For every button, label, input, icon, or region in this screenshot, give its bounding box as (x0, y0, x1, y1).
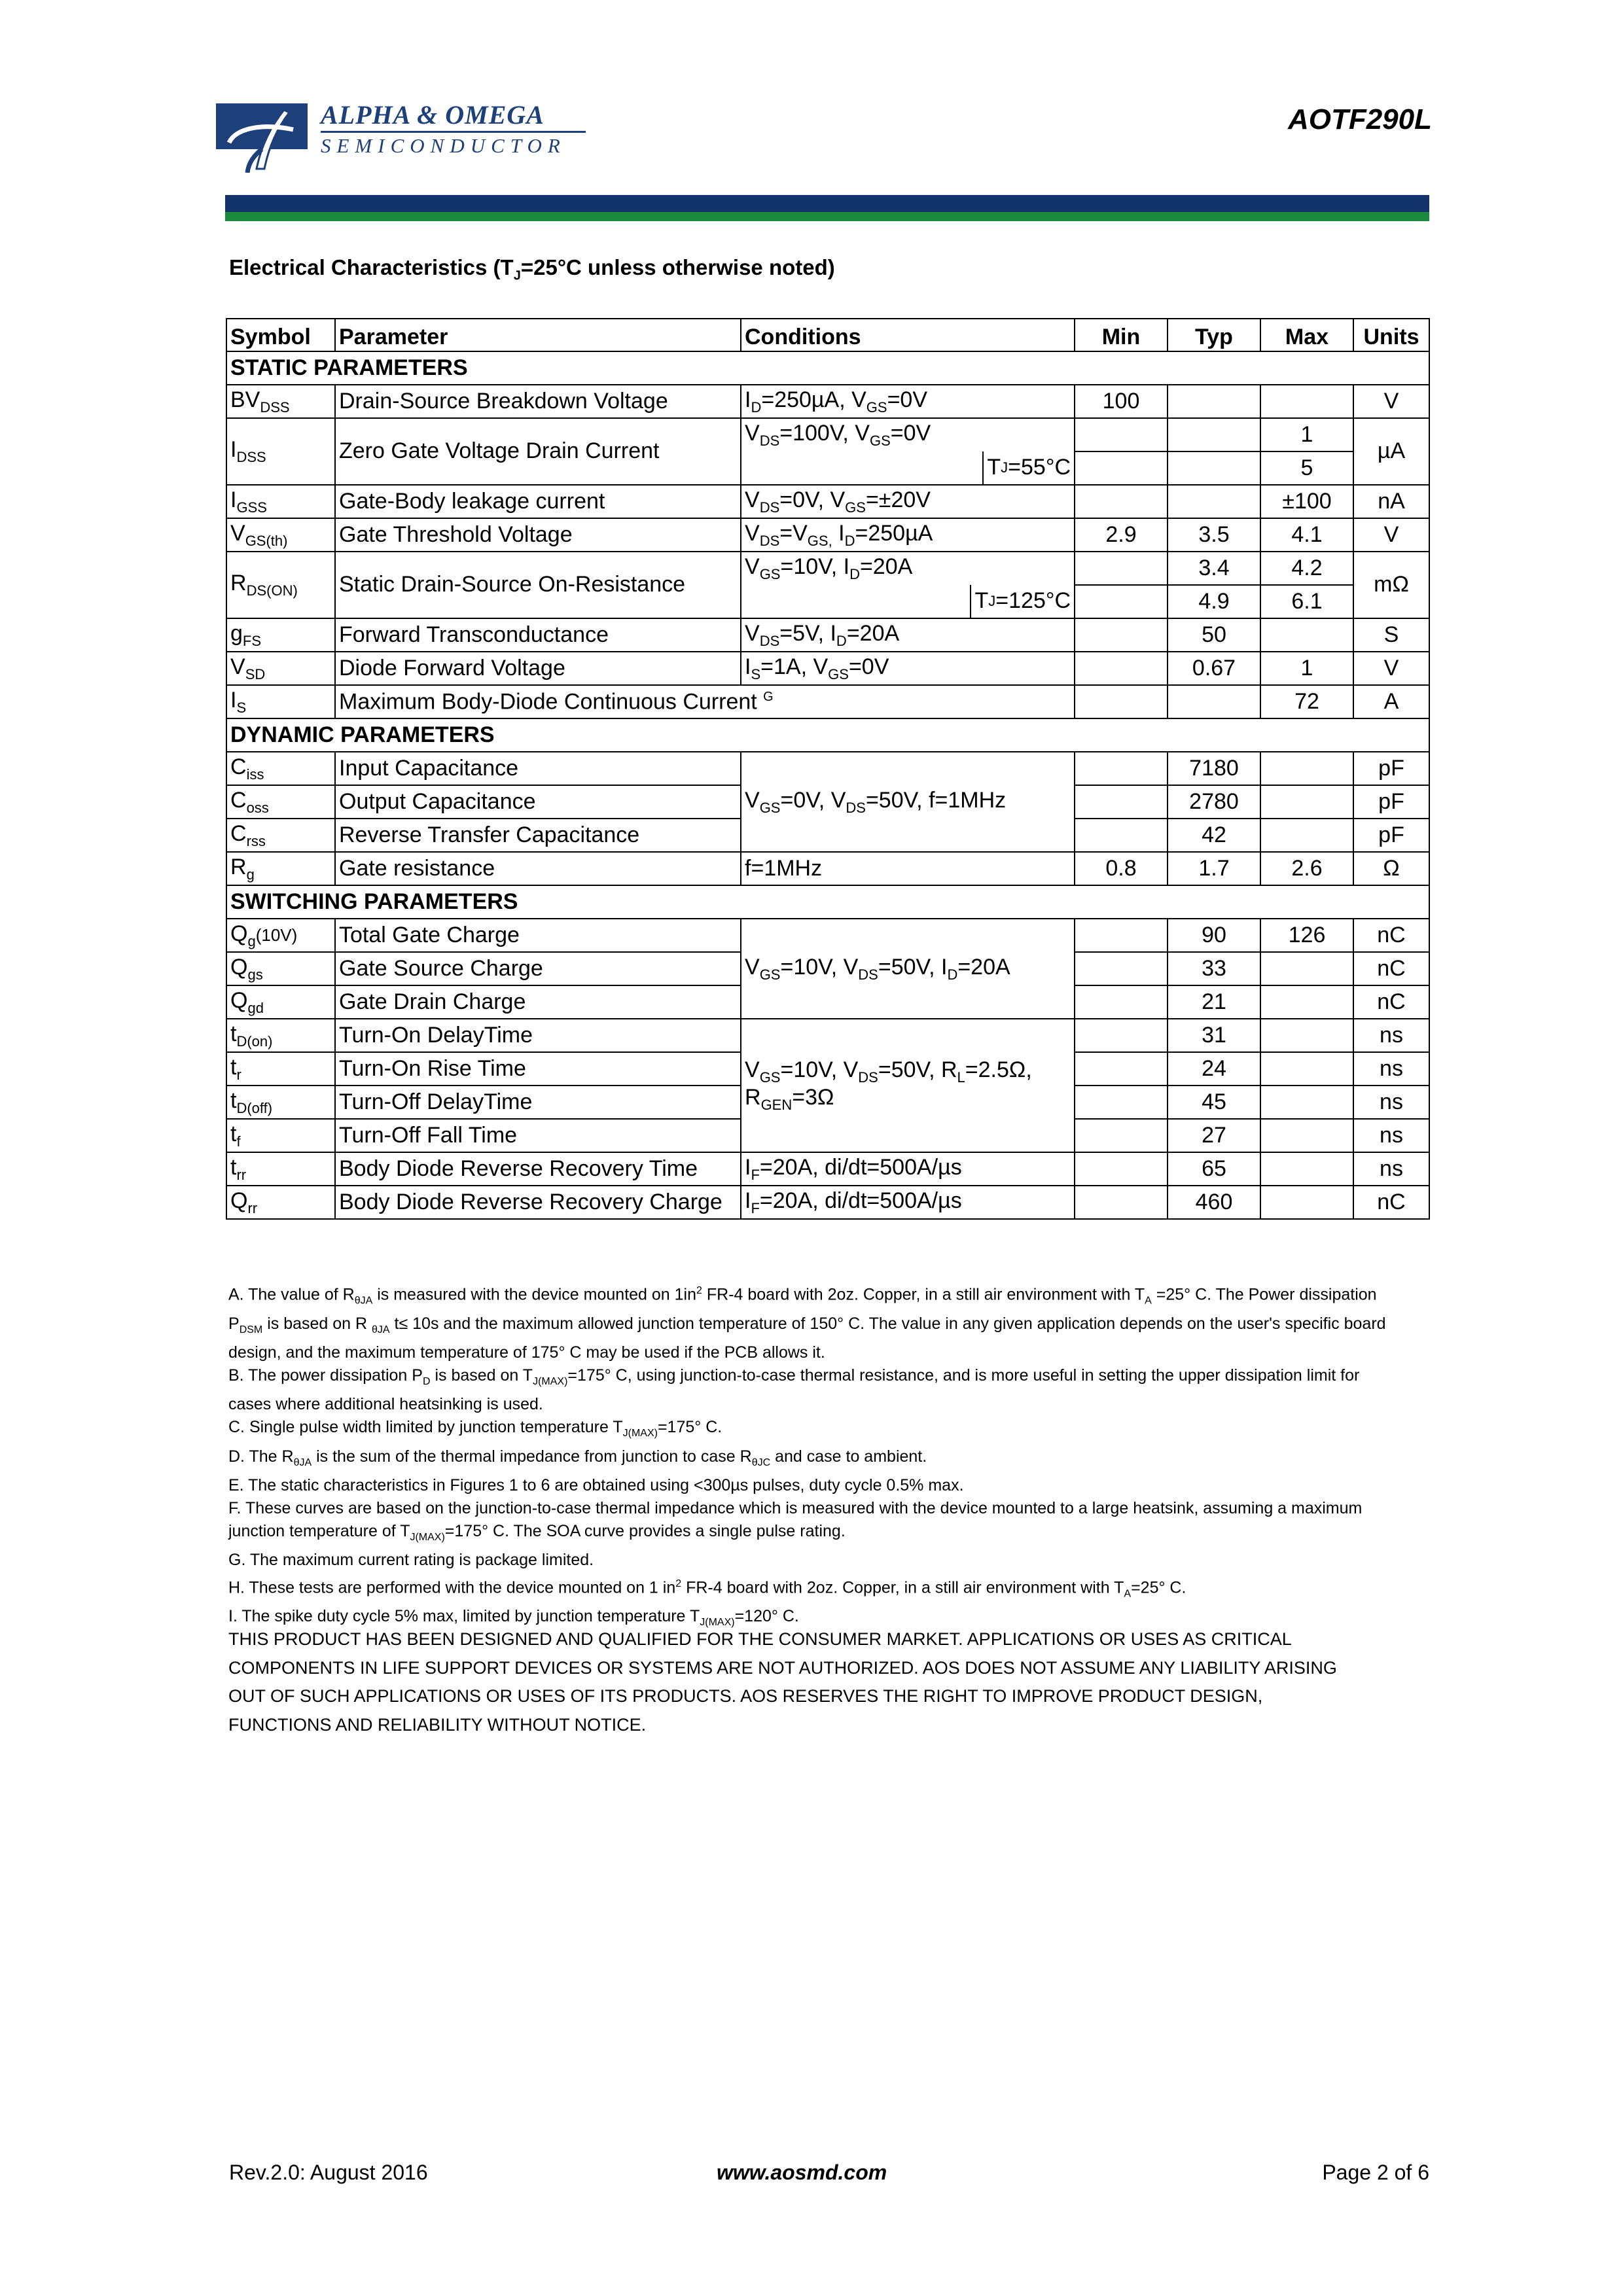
typ-cell (1168, 451, 1260, 485)
parameter-cell: Turn-Off Fall Time (335, 1119, 741, 1152)
max-cell (1260, 752, 1353, 785)
units-cell: µA (1353, 418, 1429, 485)
min-cell (1075, 1119, 1168, 1152)
symbol-cell: $Q_{rr}$ (226, 1186, 335, 1219)
typ-cell: 460 (1168, 1186, 1260, 1219)
logo-rule (321, 131, 586, 133)
footnote: B. The power dissipation $P_D$ is based on $T_{J(MAX)}=175^\circ$ C, using junction-to-case thermal resistance, and is more useful in setting the upper dissipation limit for cases where additional heatsinking is used. (228, 1366, 1360, 1414)
typ-cell: 42 (1168, 819, 1260, 852)
units-cell: nC (1353, 985, 1429, 1019)
conditions-cell: $V_{GS}=10V$, $V_{DS}=50V$, $I_D=20A$ (741, 919, 1075, 1019)
symbol-cell: $V_{GS(th)}$ (226, 518, 335, 552)
max-cell (1260, 985, 1353, 1019)
max-cell (1260, 952, 1353, 985)
footnotes (228, 1279, 1406, 1634)
symbol-cell: $I_{GSS}$ (226, 485, 335, 518)
header-symbol: Symbol (226, 319, 335, 351)
table-row (226, 518, 1429, 552)
units-cell: nA (1353, 485, 1429, 518)
units-cell: Ω (1353, 852, 1429, 885)
units-cell: pF (1353, 785, 1429, 819)
symbol-cell: $I_S$ (226, 685, 335, 718)
typ-cell: 31 (1168, 1019, 1260, 1052)
symbol-cell: $I_{DSS}$ (226, 418, 335, 485)
table-row (226, 1152, 1429, 1186)
parameter-cell: Input Capacitance (335, 752, 741, 785)
alpha-omega-logo-icon (216, 103, 308, 173)
min-cell: 2.9 (1075, 518, 1168, 552)
header-band-blue (225, 195, 1429, 212)
electrical-characteristics-table (226, 318, 1430, 1220)
company-logo (216, 98, 589, 177)
footnote: C. Single pulse width limited by junction temperature $T_{J(MAX)}=175^\circ$ C. (228, 1418, 722, 1439)
symbol-cell: $t_{D(on)}$ (226, 1019, 335, 1052)
footer-revision: Rev.2.0: August 2016 (229, 2161, 428, 2184)
min-cell (1075, 1019, 1168, 1052)
max-cell: 2.6 (1260, 852, 1353, 885)
part-number: AOTF290L (1287, 103, 1432, 135)
typ-cell: 50 (1168, 618, 1260, 652)
conditions-cell: $I_S=1A$, $V_{GS}=0V$ (741, 652, 1075, 685)
min-cell (1075, 952, 1168, 985)
max-cell (1260, 618, 1353, 652)
units-cell: mΩ (1353, 552, 1429, 618)
table-row (226, 1019, 1429, 1052)
symbol-cell: $g_{FS}$ (226, 618, 335, 652)
conditions-cell: $I_F=20A$, di/dt=500A/µs (741, 1152, 1075, 1186)
min-cell (1075, 919, 1168, 952)
min-cell (1075, 552, 1168, 585)
footnote: F. These curves are based on the junction-to-case thermal impedance which is measured with the device mounted to a large heatsink, assuming a maximum junction temperature of $T_{J(MAX)}=175^\circ$ C. The SOA curve provides a single pulse rating. (228, 1498, 1363, 1544)
min-cell (1075, 418, 1168, 451)
conditions-cell: $V_{GS}=10V$, $I_D=20A$ (741, 552, 1075, 585)
tj-condition: T J =55°C (982, 451, 1074, 484)
units-cell: pF (1353, 752, 1429, 785)
conditions-cell: $V_{DS}=5V$, $I_D=20A$ (741, 618, 1075, 652)
min-cell: 0.8 (1075, 852, 1168, 885)
typ-cell: 2780 (1168, 785, 1260, 819)
conditions-cell: $V_{DS}=0V$, $V_{GS}=\pm 20V$ (741, 485, 1075, 518)
parameter-cell: Drain-Source Breakdown Voltage (335, 385, 741, 418)
footer-website-link[interactable]: www.aosmd.com (717, 2161, 887, 2184)
parameter-cell: Gate-Body leakage current (335, 485, 741, 518)
section-row (226, 718, 1429, 752)
max-cell: 126 (1260, 919, 1353, 952)
symbol-cell: $t_f$ (226, 1119, 335, 1152)
typ-cell: 45 (1168, 1086, 1260, 1119)
units-cell: ns (1353, 1152, 1429, 1186)
units-cell: ns (1353, 1019, 1429, 1052)
typ-cell: 24 (1168, 1052, 1260, 1086)
max-cell (1260, 1086, 1353, 1119)
conditions-cell (741, 451, 1075, 485)
parameter-cell: Turn-On DelayTime (335, 1019, 741, 1052)
units-cell: ns (1353, 1119, 1429, 1152)
symbol-cell: $t_{D(off)}$ (226, 1086, 335, 1119)
conditions-cell: $I_F=20A$, di/dt=500A/µs (741, 1186, 1075, 1219)
parameter-cell: Gate Threshold Voltage (335, 518, 741, 552)
max-cell (1260, 1186, 1353, 1219)
max-cell: ±100 (1260, 485, 1353, 518)
min-cell (1075, 451, 1168, 485)
table-row (226, 418, 1429, 451)
max-cell (1260, 785, 1353, 819)
header-band-green (225, 212, 1429, 221)
parameter-cell: Total Gate Charge (335, 919, 741, 952)
table-row (226, 618, 1429, 652)
header-min: Min (1075, 319, 1168, 351)
symbol-cell: $V_{SD}$ (226, 652, 335, 685)
symbol-cell: $Q_{gs}$ (226, 952, 335, 985)
typ-cell: 33 (1168, 952, 1260, 985)
table-header-row (226, 319, 1429, 351)
table-row (226, 685, 1429, 718)
min-cell (1075, 785, 1168, 819)
parameter-cell: Output Capacitance (335, 785, 741, 819)
units-cell: nC (1353, 919, 1429, 952)
conditions-cell: $V_{DS}=100V$, $V_{GS}=0V$ (741, 418, 1075, 451)
disclaimer (228, 1625, 1419, 1739)
typ-cell (1168, 385, 1260, 418)
table-row (226, 485, 1429, 518)
parameter-cell: Gate Source Charge (335, 952, 741, 985)
footnote: A. The value of $R_{\theta JA}$ is measured with the device mounted on $1in^2$ FR-4 board with 2oz. Copper, in a still air environment with $T_A =25^\circ$ C. The Power dissipation $P_{DSM}$ is based on R $_{\theta JA}$ t≤ 10s and the maximum allowed junction temperature of 150° C. The value in any given application depends on the user's specific board design, and the maximum temperature of 175° C may be used if the PCB allows it. (228, 1285, 1386, 1362)
typ-cell: 90 (1168, 919, 1260, 952)
header-max: Max (1260, 319, 1353, 351)
conditions-cell: $V_{DS}=V_{GS,}$ $I_D=250\mu A$ (741, 518, 1075, 552)
parameter-cell: Maximum Body-Diode Continuous Current $^G$ (335, 685, 1075, 718)
typ-cell: 1.7 (1168, 852, 1260, 885)
footnote: E. The static characteristics in Figures 1 to 6 are obtained using <300µs pulses, duty cycle 0.5% max. (228, 1475, 964, 1494)
max-cell: 4.2 (1260, 552, 1353, 585)
units-cell: V (1353, 518, 1429, 552)
footnote: I. The spike duty cycle 5% max, limited by junction temperature $T_{J(MAX)}=120^\circ$ C. (228, 1607, 799, 1629)
symbol-cell: $C_{rss}$ (226, 819, 335, 852)
logo-name: ALPHA & OMEGA (321, 100, 544, 130)
typ-cell: 3.5 (1168, 518, 1260, 552)
symbol-cell: $R_g$ (226, 852, 335, 885)
header-parameter: Parameter (335, 319, 741, 351)
typ-cell: 21 (1168, 985, 1260, 1019)
section-row (226, 351, 1429, 385)
parameter-cell: Forward Transconductance (335, 618, 741, 652)
max-cell (1260, 1052, 1353, 1086)
units-cell: S (1353, 618, 1429, 652)
typ-cell: 7180 (1168, 752, 1260, 785)
parameter-cell: Static Drain-Source On-Resistance (335, 552, 741, 618)
max-cell: 72 (1260, 685, 1353, 718)
header-units: Units (1353, 319, 1429, 351)
header-conditions: Conditions (741, 319, 1075, 351)
units-cell: ns (1353, 1086, 1429, 1119)
disclaimer-line: COMPONENTS IN LIFE SUPPORT DEVICES OR SYSTEMS ARE NOT AUTHORIZED. AOS DOES NOT ASSUME ANY LIABILITY ARISING (228, 1657, 1337, 1678)
conditions-cell: $V_{GS}=10V$, $V_{DS}=50V$, $R_L=2.5\Omega$, $R_{GEN}=3\Omega$ (741, 1019, 1075, 1152)
symbol-cell: $C_{iss}$ (226, 752, 335, 785)
units-cell: A (1353, 685, 1429, 718)
section-row (226, 885, 1429, 919)
units-cell: pF (1353, 819, 1429, 852)
min-cell (1075, 985, 1168, 1019)
units-cell: V (1353, 652, 1429, 685)
parameter-cell: Body Diode Reverse Recovery Charge (335, 1186, 741, 1219)
max-cell (1260, 1119, 1353, 1152)
footnote: H. These tests are performed with the device mounted on 1 $in^2$ FR-4 board with 2oz. Copper, in a still air environment with $T_A=25^\circ$ C. (228, 1578, 1186, 1599)
max-cell: 1 (1260, 418, 1353, 451)
min-cell (1075, 685, 1168, 718)
conditions-cell: $V_{GS}=0V$, $V_{DS}=50V$, f=1MHz (741, 752, 1075, 852)
conditions-cell: $I_D=250\mu A$, $V_{GS}=0V$ (741, 385, 1075, 418)
min-cell: 100 (1075, 385, 1168, 418)
typ-cell: 65 (1168, 1152, 1260, 1186)
units-cell: ns (1353, 1052, 1429, 1086)
symbol-cell: $BV_{DSS}$ (226, 385, 335, 418)
table-row (226, 852, 1429, 885)
symbol-cell: $Q_g(10V)$ (226, 919, 335, 952)
section-static: STATIC PARAMETERS (226, 351, 1429, 385)
min-cell (1075, 819, 1168, 852)
section-dynamic: DYNAMIC PARAMETERS (226, 718, 1429, 752)
typ-cell: 3.4 (1168, 552, 1260, 585)
section-switching: SWITCHING PARAMETERS (226, 885, 1429, 919)
header-typ: Typ (1168, 319, 1260, 351)
max-cell (1260, 819, 1353, 852)
typ-cell: 27 (1168, 1119, 1260, 1152)
min-cell (1075, 485, 1168, 518)
symbol-cell: $t_{rr}$ (226, 1152, 335, 1186)
max-cell (1260, 1019, 1353, 1052)
min-cell (1075, 752, 1168, 785)
min-cell (1075, 1152, 1168, 1186)
units-cell: nC (1353, 1186, 1429, 1219)
symbol-cell: $C_{oss}$ (226, 785, 335, 819)
conditions-cell (741, 585, 1075, 618)
parameter-cell: Turn-Off DelayTime (335, 1086, 741, 1119)
table-row (226, 552, 1429, 585)
footer-page-number: Page 2 of 6 (1322, 2161, 1429, 2184)
parameter-cell: Gate Drain Charge (335, 985, 741, 1019)
parameter-cell: Turn-On Rise Time (335, 1052, 741, 1086)
table-row (226, 919, 1429, 952)
max-cell (1260, 1152, 1353, 1186)
min-cell (1075, 1086, 1168, 1119)
max-cell (1260, 385, 1353, 418)
table-row (226, 385, 1429, 418)
parameter-cell: Zero Gate Voltage Drain Current (335, 418, 741, 485)
units-cell: V (1353, 385, 1429, 418)
section-title: Electrical Characteristics ($T_J=25^\circ C$ unless otherwise noted) (229, 255, 835, 283)
footnote: G. The maximum current rating is package limited. (228, 1551, 594, 1570)
disclaimer-line: FUNCTIONS AND RELIABILITY WITHOUT NOTICE. (228, 1714, 647, 1735)
symbol-cell: $Q_{gd}$ (226, 985, 335, 1019)
tj-condition: T J =125°C (970, 585, 1074, 618)
typ-cell: 0.67 (1168, 652, 1260, 685)
typ-cell (1168, 418, 1260, 451)
footnote: D. The $R_{\theta JA}$ is the sum of the thermal impedance from junction to case $R_{\theta JC}$ and case to ambient. (228, 1447, 927, 1468)
symbol-cell: $R_{DS(ON)}$ (226, 552, 335, 618)
table-row (226, 652, 1429, 685)
disclaimer-line: THIS PRODUCT HAS BEEN DESIGNED AND QUALIFIED FOR THE CONSUMER MARKET. APPLICATIONS OR USES AS CRITICAL (228, 1629, 1292, 1649)
parameter-cell: Body Diode Reverse Recovery Time (335, 1152, 741, 1186)
min-cell (1075, 585, 1168, 618)
max-cell: 1 (1260, 652, 1353, 685)
max-cell: 5 (1260, 451, 1353, 485)
typ-cell (1168, 485, 1260, 518)
min-cell (1075, 618, 1168, 652)
table-row (226, 1186, 1429, 1219)
max-cell: 6.1 (1260, 585, 1353, 618)
typ-cell (1168, 685, 1260, 718)
units-cell: nC (1353, 952, 1429, 985)
typ-cell: 4.9 (1168, 585, 1260, 618)
max-cell: 4.1 (1260, 518, 1353, 552)
min-cell (1075, 652, 1168, 685)
min-cell (1075, 1186, 1168, 1219)
logo-subtitle: SEMICONDUCTOR (321, 134, 566, 157)
min-cell (1075, 1052, 1168, 1086)
table-row (226, 752, 1429, 785)
parameter-cell: Gate resistance (335, 852, 741, 885)
parameter-cell: Diode Forward Voltage (335, 652, 741, 685)
conditions-cell: f=1MHz (741, 852, 1075, 885)
symbol-cell: $t_r$ (226, 1052, 335, 1086)
disclaimer-line: OUT OF SUCH APPLICATIONS OR USES OF ITS PRODUCTS. AOS RESERVES THE RIGHT TO IMPROVE PRODUCT DESIGN, (228, 1686, 1263, 1706)
parameter-cell: Reverse Transfer Capacitance (335, 819, 741, 852)
